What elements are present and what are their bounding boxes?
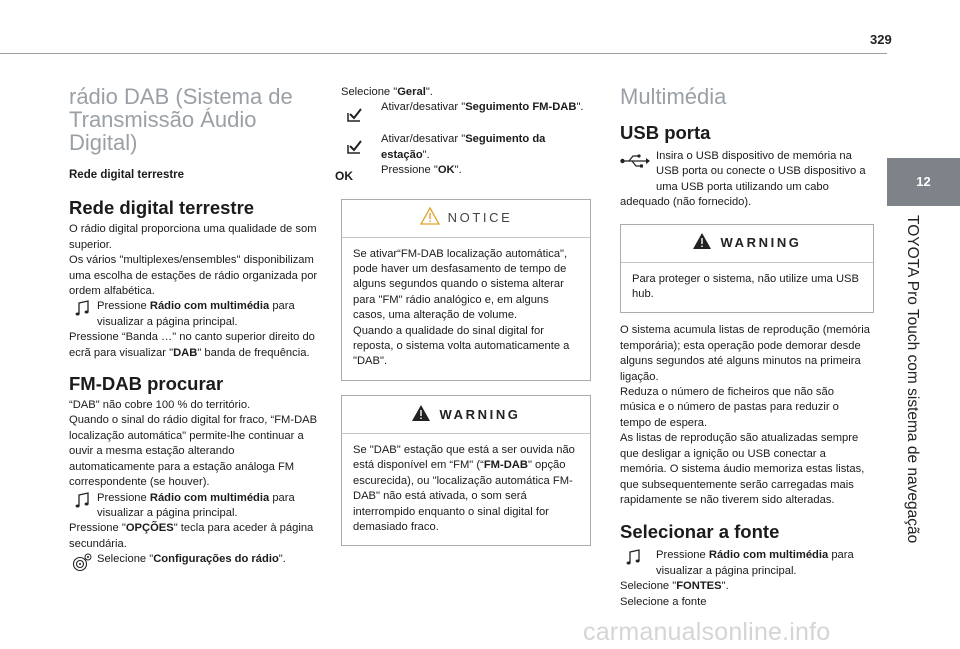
playlist-paragraph: O sistema acumula listas de reprodução (memória temporária); esta operação pode demorar desde alguns segundos até alguns minutos na primeira ligação. Reduza o número de ficheiros que não são música e o número de pastas para reduzir o tempo de espera. As listas de reprodução são atualizadas sempre que desligar a ignição ou USB conectar a memória. O sistema áudio memoriza estas listas, que subsequentemente serão carregadas mais rapidamente se não tiverem sido alteradas. (620, 324, 870, 506)
toggle-fm-dab (341, 100, 591, 122)
step-press-radio-2 (69, 491, 319, 522)
notice-box (341, 199, 591, 381)
toggle-station (341, 132, 591, 163)
press-ok (335, 163, 591, 184)
ok-icon: OK (335, 169, 353, 184)
warning-header (353, 396, 579, 433)
step-sources: Selecione "FONTES". (620, 580, 729, 593)
step-text: Selecione "Configurações do rádio". (97, 553, 286, 566)
chapter-title: TOYOTA Pro Touch com sistema de navegação (904, 215, 921, 544)
notice-header (353, 200, 579, 237)
usb-warning-text: Para proteger o sistema, não utilize uma USB hub. (632, 272, 859, 301)
notice-divider (342, 237, 590, 238)
toggle-text: Ativar/desativar "Seguimento da estação". (381, 133, 546, 161)
warning-title: WARNING (720, 235, 802, 251)
warning-title: WARNING (439, 406, 521, 422)
music-note-icon (69, 299, 97, 317)
page-number: 329 (870, 32, 892, 47)
step-press-radio-3 (620, 548, 872, 579)
fmdab-paragraph: “DAB" não cobre 100 % do território. Quando o sinal do rádio digital for fraco, “FM-DAB localização automática" permite-lhe continuar a ouvir a mesma estação alterando automaticamente para a estação análoga FM correspondente (se houver). (69, 399, 318, 489)
music-note-icon (620, 548, 648, 566)
usb-icon (620, 149, 656, 181)
notice-title: NOTICE (447, 210, 513, 226)
music-note-icon (69, 491, 97, 509)
header-divider (0, 53, 887, 54)
rede-paragraph: O rádio digital proporciona uma qualidade de som superior. Os vários "multiplexes/ensembles" disponibilizam uma escolha de estações de rádio organizada por ordem alfabética. (69, 223, 318, 298)
select-general: Selecione "Geral". (341, 86, 433, 98)
column-1 (69, 85, 319, 572)
usb-text: Insira o USB dispositivo de memória na USB porta ou conecte o USB dispositivo a uma USB porta utilizando um cabo adequado (não fornecido). (620, 150, 866, 209)
ok-text: Pressione "OK". (381, 164, 462, 177)
step-text: Pressione Rádio com multimédia para visualizar a página principal. (656, 549, 854, 577)
notice-triangle-icon (420, 207, 440, 228)
usb-warning-box (620, 224, 874, 314)
usb-paragraph-wrap (620, 149, 872, 211)
warning-box (341, 395, 591, 546)
step-band: Pressione “Banda …" no canto superior direito do ecrã para visualizar "DAB" banda de frequência. (69, 331, 315, 359)
section-title-rede: Rede digital terrestre (69, 197, 255, 219)
warning-divider (342, 433, 590, 434)
checkbox-icon (341, 132, 369, 154)
step-press-radio (69, 299, 319, 330)
warning-triangle-icon (692, 232, 712, 253)
dab-subtitle: Rede digital terrestre (69, 169, 185, 181)
step-text: Pressione Rádio com multimédia para visualizar a página principal. (97, 491, 295, 519)
radio-settings-icon (69, 552, 97, 572)
warning-text: Se "DAB" estação que está a ser ouvida não está disponível em “FM" (“FM-DAB" opção escurecida), ou "localização automática FM-DAB" não está ativada, o som será interrompido enquanto o sinal digital for demasiado fraco. (353, 443, 575, 533)
column-3 (620, 85, 872, 610)
watermark: carmanualsonline.info (583, 618, 831, 646)
multimedia-title: Multimédia (620, 84, 727, 109)
section-title-fmdab: FM-DAB procurar (69, 373, 224, 395)
chapter-tab-number: 12 (916, 174, 931, 189)
step-text: Pressione Rádio com multimédia para visualizar a página principal. (97, 300, 295, 328)
step-options: Pressione "OPÇÕES" tecla para aceder à página secundária. (69, 522, 314, 550)
step-radio-settings (69, 552, 319, 572)
toggle-text: Ativar/desativar "Seguimento FM-DAB". (381, 101, 584, 114)
section-title-usb: USB porta (620, 122, 711, 143)
section-title-source: Selecionar a fonte (620, 521, 780, 543)
column-2 (335, 85, 591, 546)
warning-header (632, 225, 862, 262)
dab-title: rádio DAB (Sistema de Transmissão Áudio Digital) (69, 84, 293, 155)
notice-text: Se ativar“FM-DAB localização automática", pode haver um desfasamento de tempo de alguns segundos quando o sistema alterar para "FM" rádio analógico e, em alguns casos, uma alteração de volume. Quando a qualidade do sinal digital for reposta, o sistema volta automaticamente a "DAB". (353, 247, 570, 368)
step-select-source: Selecione a fonte (620, 595, 707, 608)
warning-triangle-icon (411, 404, 431, 425)
checkbox-icon (341, 100, 369, 122)
warning-divider (621, 262, 873, 263)
